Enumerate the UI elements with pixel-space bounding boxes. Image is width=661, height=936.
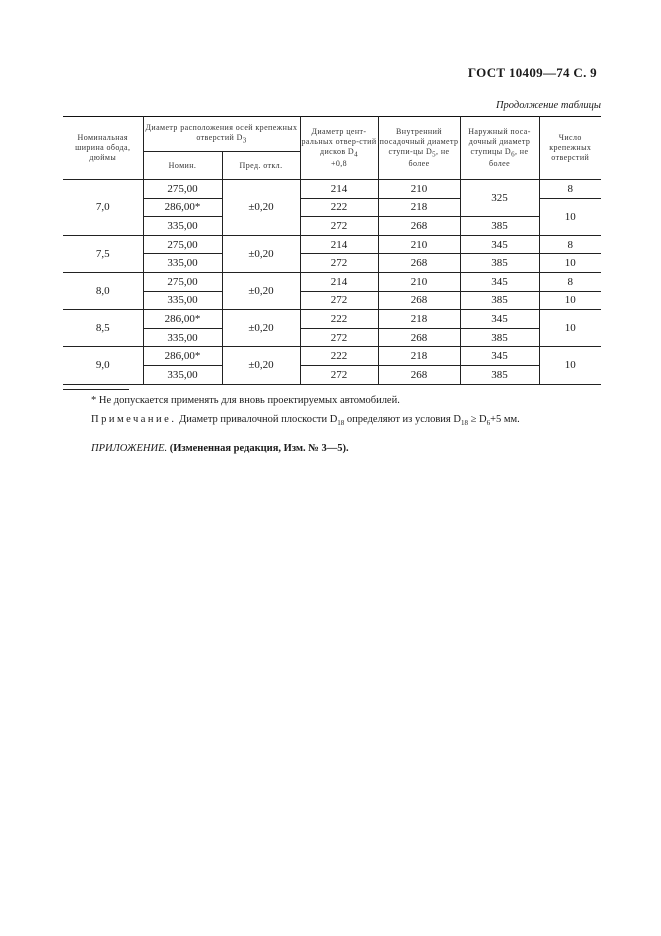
cell-d5: 210 xyxy=(378,272,460,291)
cell-tol: ±0,20 xyxy=(222,235,300,272)
cell-d5: 268 xyxy=(378,365,460,384)
page-header: ГОСТ 10409—74 С. 9 xyxy=(467,65,597,80)
cell-d6: 385 xyxy=(460,254,539,273)
cell-d4: 222 xyxy=(300,198,378,217)
cell-d6: 385 xyxy=(460,217,539,236)
header-width: Номинальная ширина обода, дюймы xyxy=(63,117,143,180)
header-holes: Число крепежных отверстий xyxy=(539,117,601,180)
appendix-note xyxy=(91,443,349,454)
cell-d4: 214 xyxy=(300,235,378,254)
cell-d5: 268 xyxy=(378,217,460,236)
cell-holes: 10 xyxy=(539,347,601,384)
cell-holes: 10 xyxy=(539,310,601,347)
cell-holes: 10 xyxy=(539,254,601,273)
cell-d4: 222 xyxy=(300,310,378,329)
cell-holes: 10 xyxy=(539,291,601,310)
header-d3: Диаметр расположения осей крепежных отверстий $D_3$ xyxy=(143,117,300,152)
cell-d4: 272 xyxy=(300,217,378,236)
cell-d5: 210 xyxy=(378,180,460,199)
cell-d4: 222 xyxy=(300,347,378,366)
cell-holes: 8 xyxy=(539,235,601,254)
cell-d6: 345 xyxy=(460,310,539,329)
cell-nomin: 335,00 xyxy=(143,328,222,347)
footnote: * Не допускается применять для вновь проектируемых автомобилей. xyxy=(91,395,400,406)
specs-table xyxy=(63,116,601,385)
cell-nomin: 335,00 xyxy=(143,217,222,236)
cell-d6: 345 xyxy=(460,272,539,291)
cell-holes: 8 xyxy=(539,180,601,199)
appendix-label: ПРИЛОЖЕНИЕ. xyxy=(91,443,168,454)
cell-holes: 8 xyxy=(539,272,601,291)
cell-tol: ±0,20 xyxy=(222,180,300,236)
cell-d5: 218 xyxy=(378,347,460,366)
cell-d6: 345 xyxy=(460,347,539,366)
cell-d5: 218 xyxy=(378,310,460,329)
cell-d5: 218 xyxy=(378,198,460,217)
appendix-text: (Измененная редакция, Изм. № 3—5). xyxy=(169,443,349,454)
cell-holes: 10 xyxy=(539,198,601,235)
header-nomin: Номин. xyxy=(143,152,222,180)
cell-d4: 272 xyxy=(300,291,378,310)
cell-nomin: 275,00 xyxy=(143,272,222,291)
cell-tol: ±0,20 xyxy=(222,272,300,309)
cell-tol: ±0,20 xyxy=(222,310,300,347)
cell-nomin: 275,00 xyxy=(143,180,222,199)
cell-d6: 385 xyxy=(460,365,539,384)
cell-d5: 268 xyxy=(378,291,460,310)
cell-width: 8,0 xyxy=(63,272,143,309)
cell-d4: 214 xyxy=(300,180,378,199)
header-d6: Наружный поса-дочный диаметр ступицы $D_6$, не более xyxy=(460,117,539,180)
header-d4: Диаметр цент-ральных отвер-стий дисков $D_4$ +0,8 xyxy=(300,117,378,180)
cell-d5: 210 xyxy=(378,235,460,254)
cell-d6: 385 xyxy=(460,291,539,310)
cell-width: 7,0 xyxy=(63,180,143,236)
cell-d6: 345 xyxy=(460,235,539,254)
cell-nomin: 335,00 xyxy=(143,291,222,310)
note-label: Примечание. xyxy=(91,414,177,425)
cell-nomin: 286,00* xyxy=(143,347,222,366)
cell-d6: 325 xyxy=(460,180,539,217)
cell-d5: 268 xyxy=(378,328,460,347)
cell-d5: 268 xyxy=(378,254,460,273)
cell-width: 7,5 xyxy=(63,235,143,272)
cell-nomin: 335,00 xyxy=(143,254,222,273)
cell-d4: 272 xyxy=(300,365,378,384)
cell-nomin: 275,00 xyxy=(143,235,222,254)
cell-width: 9,0 xyxy=(63,347,143,384)
cell-d6: 385 xyxy=(460,328,539,347)
cell-tol: ±0,20 xyxy=(222,347,300,384)
note: Примечание. Диаметр привалочной плоскости $D_{18}$ определяют из условия $D_{18} \ge D_6+5$ мм. xyxy=(91,414,520,428)
header-tol: Пред. откл. xyxy=(222,152,300,180)
cell-width: 8,5 xyxy=(63,310,143,347)
cell-d4: 214 xyxy=(300,272,378,291)
cell-nomin: 335,00 xyxy=(143,365,222,384)
cell-nomin: 286,00* xyxy=(143,310,222,329)
table-continuation-label: Продолжение таблицы xyxy=(495,100,601,111)
cell-d4: 272 xyxy=(300,328,378,347)
header-d5: Внутренний посадочный диаметр ступи-цы $D_5$, не более xyxy=(378,117,460,180)
cell-nomin: 286,00* xyxy=(143,198,222,217)
footnote-divider xyxy=(63,389,129,390)
cell-d4: 272 xyxy=(300,254,378,273)
